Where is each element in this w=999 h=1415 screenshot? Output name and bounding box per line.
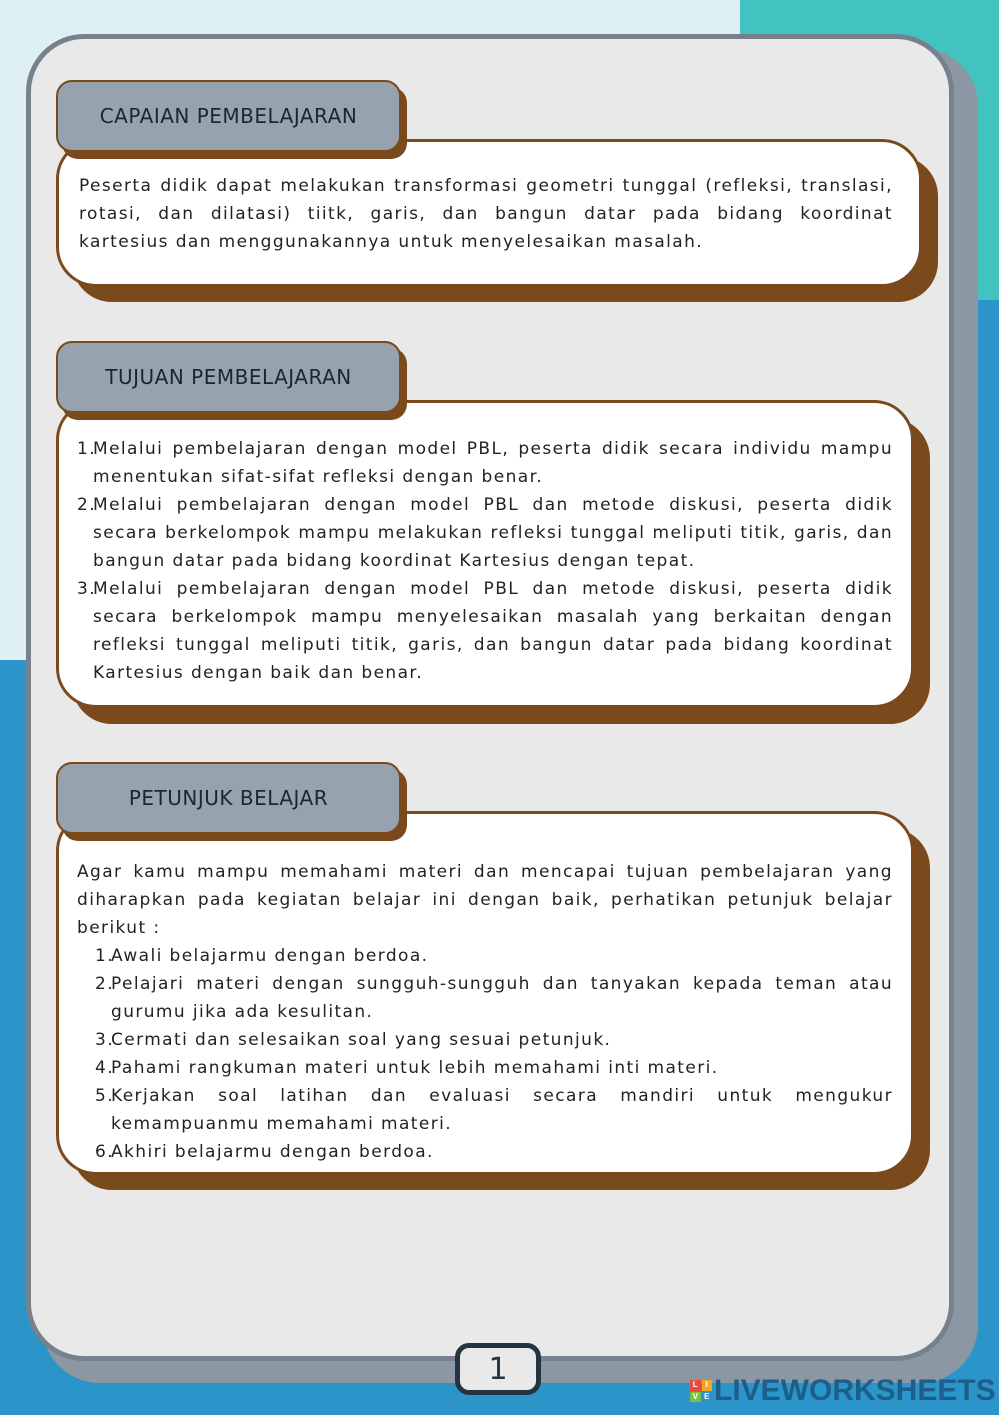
- list-item: 2. Melalui pembelajaran dengan model PBL dan metode diskusi, peserta didik secara berkelompok mampu melakukan refleksi tunggal meliputi titik, garis, dan bangun datar pada bidang koordinat Kartesius dengan tepat.: [77, 495, 893, 571]
- tujuan-title: TUJUAN PEMBELAJARAN: [56, 341, 401, 413]
- petunjuk-list: [77, 942, 893, 1166]
- page-number-text: 1: [488, 1351, 508, 1387]
- petunjuk-box: [56, 811, 914, 1175]
- list-item: 4. Pahami rangkuman materi untuk lebih memahami inti materi.: [95, 1058, 719, 1078]
- list-item: 1. Awali belajarmu dengan berdoa.: [95, 946, 429, 966]
- petunjuk-intro: Agar kamu mampu memahami materi dan mencapai tujuan pembelajaran yang diharapkan pada kegiatan belajar ini dengan baik, perhatikan petunjuk belajar berikut :: [77, 862, 893, 938]
- watermark-text: LIVEWORKSHEETS: [714, 1374, 996, 1407]
- list-item: 3. Cermati dan selesaikan soal yang sesuai petunjuk.: [95, 1030, 612, 1050]
- petunjuk-title: PETUNJUK BELAJAR: [56, 762, 401, 834]
- liveworksheets-logo-icon: L I V E: [690, 1380, 712, 1402]
- capaian-box: [56, 139, 922, 287]
- capaian-text: Peserta didik dapat melakukan transformasi geometri tunggal (refleksi, translasi, rotasi, dan dilatasi) tiitk, garis, dan bangun datar pada bidang koordinat kartesius dan menggunakannya untuk menyelesaikan masalah.: [79, 176, 893, 252]
- capaian-title: CAPAIAN PEMBELAJARAN: [56, 80, 401, 152]
- liveworksheets-watermark: [690, 1374, 996, 1408]
- list-item: 5. Kerjakan soal latihan dan evaluasi secara mandiri untuk mengukur kemampuanmu memahami materi.: [95, 1086, 893, 1134]
- tujuan-list: [77, 435, 893, 687]
- list-item: 3. Melalui pembelajaran dengan model PBL dan metode diskusi, peserta didik secara berkelompok mampu menyelesaikan masalah yang berkaitan dengan refleksi tunggal meliputi titik, garis, dan bangun datar pada bidang koordinat Kartesius dengan baik dan benar.: [77, 579, 893, 683]
- page-number: [455, 1343, 541, 1395]
- list-item: 6. Akhiri belajarmu dengan berdoa.: [95, 1142, 434, 1162]
- tujuan-box: [56, 400, 914, 708]
- list-item: 2. Pelajari materi dengan sungguh-sungguh dan tanyakan kepada teman atau gurumu jika ada kesulitan.: [95, 974, 893, 1022]
- list-item: 1. Melalui pembelajaran dengan model PBL, peserta didik secara individu mampu menentukan sifat-sifat refleksi dengan benar.: [77, 439, 893, 487]
